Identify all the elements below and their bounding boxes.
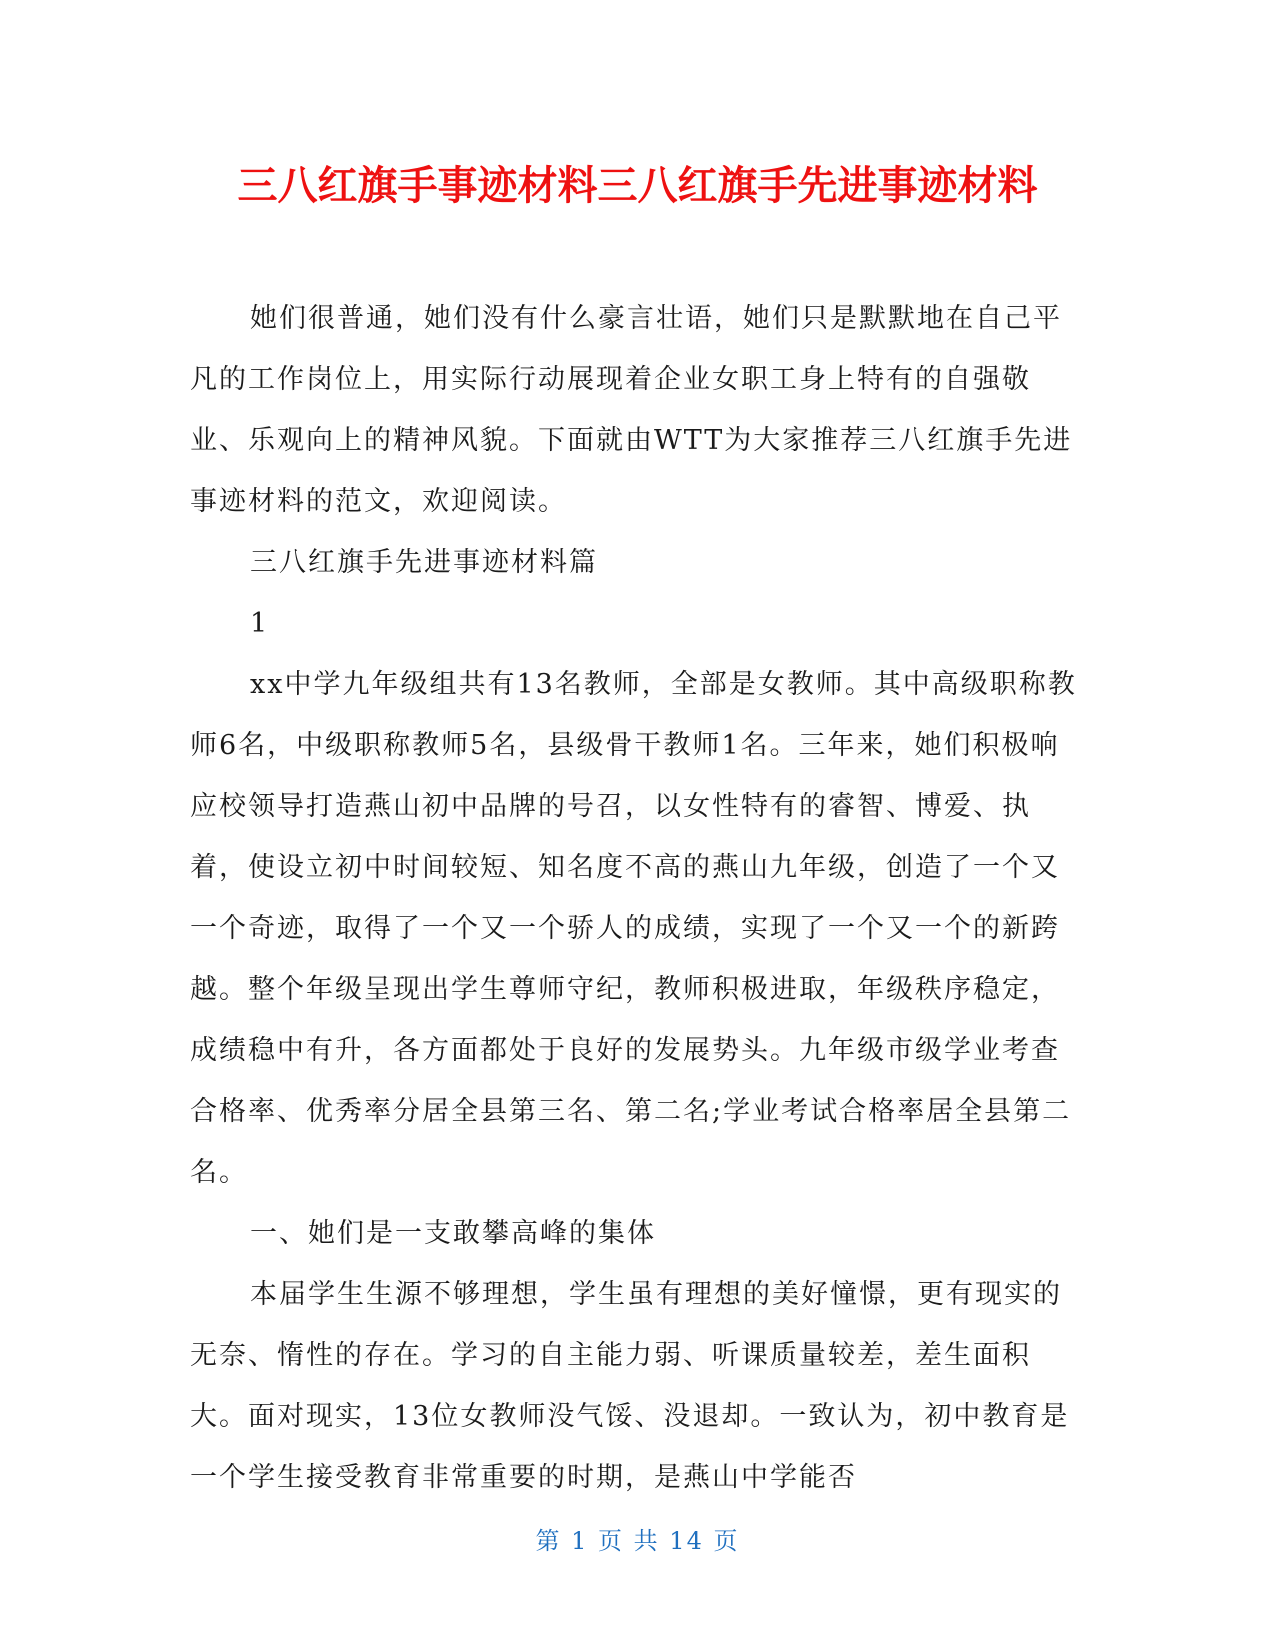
paragraph-intro: 她们很普通，她们没有什么豪言壮语，她们只是默默地在自己平凡的工作岗位上，用实际行动展现着企业女职工身上特有的自强敬业、乐观向上的精神风貌。下面就由WTT为大家推荐三八红旗手先进事迹材料的范文，欢迎阅读。: [190, 303, 1073, 517]
page-number-footer: 第 1 页 共 14 页: [535, 1527, 740, 1555]
paragraph-students: 本届学生生源不够理想，学生虽有理想的美好憧憬，更有现实的无奈、惰性的存在。学习的自主能力弱、听课质量较差，差生面积大。面对现实，13位女教师没气馁、没退却。一致认为，初中教育是一个学生接受教育非常重要的时期，是燕山中学能否: [190, 1279, 1070, 1493]
paragraph-subheading-1: 一、她们是一支敢攀高峰的集体: [250, 1218, 656, 1249]
paragraph-section-number: 1: [250, 608, 270, 639]
paragraph-section-heading: 三八红旗手先进事迹材料篇: [250, 547, 598, 578]
document-body: [190, 288, 1080, 1508]
document-title: 三八红旗手事迹材料三八红旗手先进事迹材料: [237, 163, 1038, 209]
paragraph-overview: xx中学九年级组共有13名教师，全部是女教师。其中高级职称教师6名，中级职称教师5名，县级骨干教师1名。三年来，她们积极响应校领导打造燕山初中品牌的号召，以女性特有的睿智、博爱、执着，使设立初中时间较短、知名度不高的燕山九年级，创造了一个又一个奇迹，取得了一个又一个骄人的成绩，实现了一个又一个的新跨越。整个年级呈现出学生尊师守纪，教师积极进取，年级秩序稳定，成绩稳中有升，各方面都处于良好的发展势头。九年级市级学业考查合格率、优秀率分居全县第三名、第二名;学业考试合格率居全县第二名。: [190, 669, 1077, 1188]
